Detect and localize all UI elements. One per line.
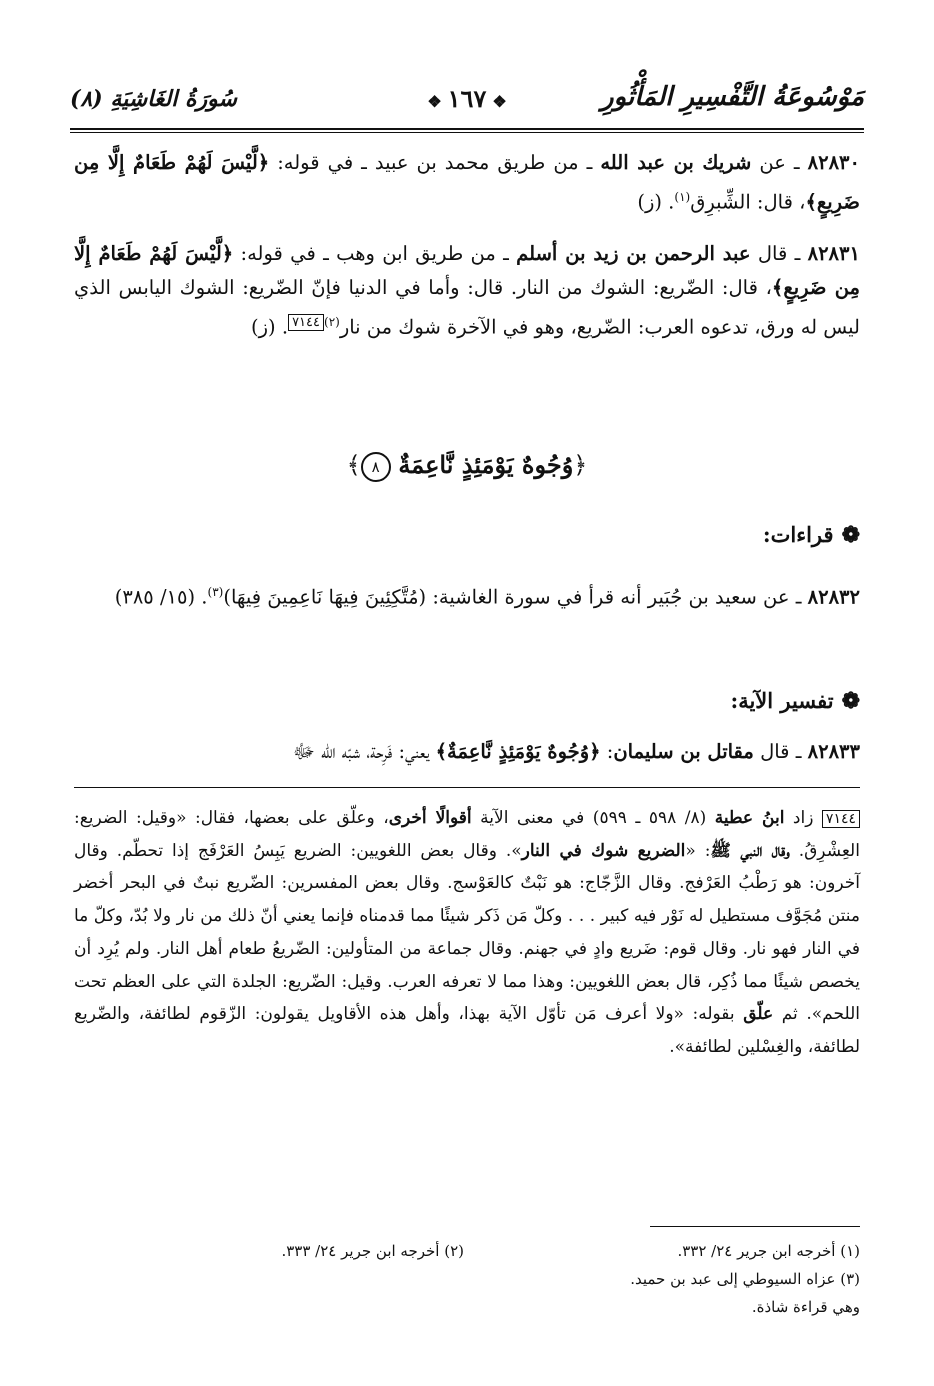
section-heading-tafsir: ❁تفسير الآية: <box>730 688 860 714</box>
commentary-7144: ٧١٤٤ زاد ابنُ عطية (٨/ ٥٩٨ ـ ٥٩٩) في معنى الآية أقوالًا أخرى، وعلّق على بعضها، فقال: «وقيل: الضريع: العِشْرِقُ. وقال النبي ﷺ: «الضريع شوك في النار». وقال بعض اللغويين: الضريع يَبِسُ العَرْفَج إذا تحطّم. وقال آخرون: هو رَطْبُ العَرْفج. وقال الزَّجّاج: هو نَبْتٌ كالعَوْسج. وقال بعض المفسرين: الضّريع نبتٌ في البحر أخضر منتن مُجَوَّف مستطيل له نَوْر فيه كبير . . . وكلّ مَن ذَكر شيئًا مما قدمناه فإنما يعني أنّ ذلك من نار ولا بُدّ، وكلّ ما في النار فهو نار. وقال قوم: ضَريع وادٍ في جهنم. وقال جماعة من المتأولين: الضّريعُ طعام أهل النار. ولم يُرِد أن يخصص شيئًا مما ذُكِر، قال بعض اللغويين: وهذا مما لا تعرفه العرب. وقيل: الضّريع: الجلدة التي على العظم تحت اللحم». ثم علّق بقوله: «ولا أعرف مَن تأوّل الآية بهذا، وأهل هذه الأقاويل يقولون: الزّقوم لطائفة، والضّريع لطائفة، والغِسْلين لطائفة». <box>74 808 860 1057</box>
narration-number: ٨٢٨٣٠ <box>807 151 860 174</box>
header-rule <box>70 128 864 130</box>
page-number: ❖١٦٧❖ <box>427 84 507 113</box>
flower-icon: ❁ <box>841 688 860 714</box>
footnote-2: (٢) أخرجه ابن جرير ٢٤/ ٣٣٣. <box>281 1242 464 1260</box>
narration-number: ٨٢٨٣١ <box>807 242 860 265</box>
narration-82830: ٨٢٨٣٠ ـ عن شريك بن عبد الله ـ من طريق محمد بن عبيد ـ في قوله: ﴿لَّيْسَ لَهُمْ طَعَامٌ إِلَّا مِن ضَرِيعٍ﴾، قال: الشِّبرِق$^{(١)}$. (ز) <box>74 151 860 214</box>
commentary-separator <box>74 787 860 788</box>
footnote-separator <box>650 1226 860 1227</box>
commentary-ref-box: ٧١٤٤ <box>288 314 324 331</box>
narrator-name: مقاتل بن سليمان <box>613 740 754 763</box>
quran-quote: ﴿لَّيْسَ لَهُمْ طَعَامٌ إِلَّا مِن ضَرِيعٍ﴾ <box>74 242 860 299</box>
ornament-icon: ❖ <box>492 92 507 111</box>
quran-quote: ﴿وُجُوهٌ يَوْمَئِذٍ نَّاعِمَةٌ﴾ <box>435 740 601 763</box>
book-title: مَوْسُوعَةُ التَّفْسِيرِ المَأْثُورِ <box>601 82 864 112</box>
ornament-icon: ❖ <box>427 92 442 111</box>
header-rule-thin <box>70 132 864 133</box>
footnote-marker: (١) <box>674 190 691 204</box>
footnote-1: (١) أخرجه ابن جرير ٢٤/ ٣٣٢. <box>677 1242 860 1260</box>
surah-title: سُورَةُ الغَاشِيَةِ (٨) <box>70 86 237 112</box>
narration-number: ٨٢٨٣٣ <box>807 740 860 763</box>
narrator-name: عبد الرحمن بن زيد بن أسلم <box>516 242 751 265</box>
commentary-ref-box: ٧١٤٤ <box>822 810 860 828</box>
section-heading-qiraat: ❁قراءات: <box>762 522 860 548</box>
page-header <box>70 82 864 122</box>
ayah-heading: ﴿وُجُوهٌ يَوْمَئِذٍ نَّاعِمَةٌ ٨﴾ <box>0 450 934 482</box>
footnote-marker: (٢) <box>324 315 340 329</box>
quran-quote: ﴿لَّيْسَ لَهُمْ طَعَامٌ إِلَّا مِن ضَرِيعٍ﴾ <box>74 151 860 214</box>
narration-82832: ٨٢٨٣٢ ـ عن سعيد بن جُبَير أنه قرأ في سورة الغاشية: (مُتَّكِئِينَ فِيهَا نَاعِمِينَ فِيهَا)$^{(٣)}$. (١٥/ ٣٨٥) <box>114 585 860 609</box>
narration-82831: ٨٢٨٣١ ـ قال عبد الرحمن بن زيد بن أسلم ـ من طريق ابن وهب ـ في قوله: ﴿لَّيْسَ لَهُمْ طَعَامٌ إِلَّا مِن ضَرِيعٍ﴾، قال: الضّريع: الشوك من النار. قال: وأما في الدنيا فإنّ الضّريع: الشوك اليابس الذي ليس له ورق، تدعوه العرب: الضّريع، وهو في الآخرة شوك من نار$^{(٢)}$٧١٤٤. (ز) <box>74 242 860 339</box>
footnote-3-note: وهي قراءة شاذة. <box>751 1298 860 1316</box>
ayah-number-icon: ٨ <box>361 452 391 482</box>
footnote-marker: (٣) <box>207 585 224 599</box>
ayah-text: وُجُوهٌ يَوْمَئِذٍ نَّاعِمَةٌ <box>398 450 574 479</box>
flower-icon: ❁ <box>841 522 860 548</box>
narrator-name: شريك بن عبد الله <box>600 151 752 174</box>
narration-number: ٨٢٨٣٢ <box>807 585 860 609</box>
footnote-3: (٣) عزاه السيوطي إلى عبد بن حميد. <box>630 1270 860 1288</box>
narration-82833: ٨٢٨٣٣ ـ قال مقاتل بن سليمان: ﴿وُجُوهٌ يَوْمَئِذٍ نَّاعِمَةٌ﴾ يعني: فَرِحة، شبّه الله ﷻ <box>292 740 860 763</box>
